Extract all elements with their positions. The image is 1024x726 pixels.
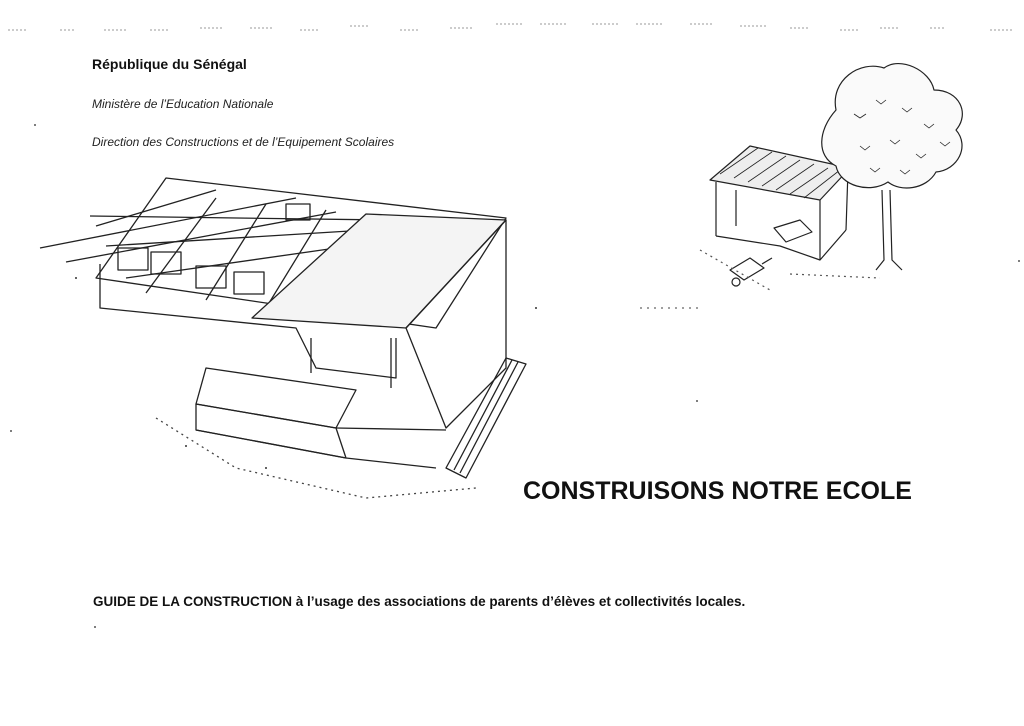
scan-speck xyxy=(696,400,698,402)
direction-name: Direction des Constructions et de l’Equipement Scolaires xyxy=(92,135,395,149)
header-block xyxy=(92,56,572,149)
ministry-name: Ministère de l’Education Nationale xyxy=(92,97,274,111)
cover-subtitle xyxy=(93,594,745,609)
subtitle-audience: à l’usage des associations de parents d’élèves et collectivités locales. xyxy=(292,594,746,609)
cover-title: CONSTRUISONS NOTRE ECOLE xyxy=(523,477,912,505)
scan-speck xyxy=(34,124,36,126)
country-name: République du Sénégal xyxy=(92,56,247,72)
scan-speck xyxy=(94,626,96,628)
shed-and-tree-drawing xyxy=(640,50,980,320)
scan-artifact-strip xyxy=(0,0,1024,40)
scan-speck xyxy=(1018,260,1020,262)
scan-speck xyxy=(10,430,12,432)
school-building-drawing xyxy=(36,168,596,508)
subtitle-guide: GUIDE DE LA CONSTRUCTION xyxy=(93,594,292,609)
